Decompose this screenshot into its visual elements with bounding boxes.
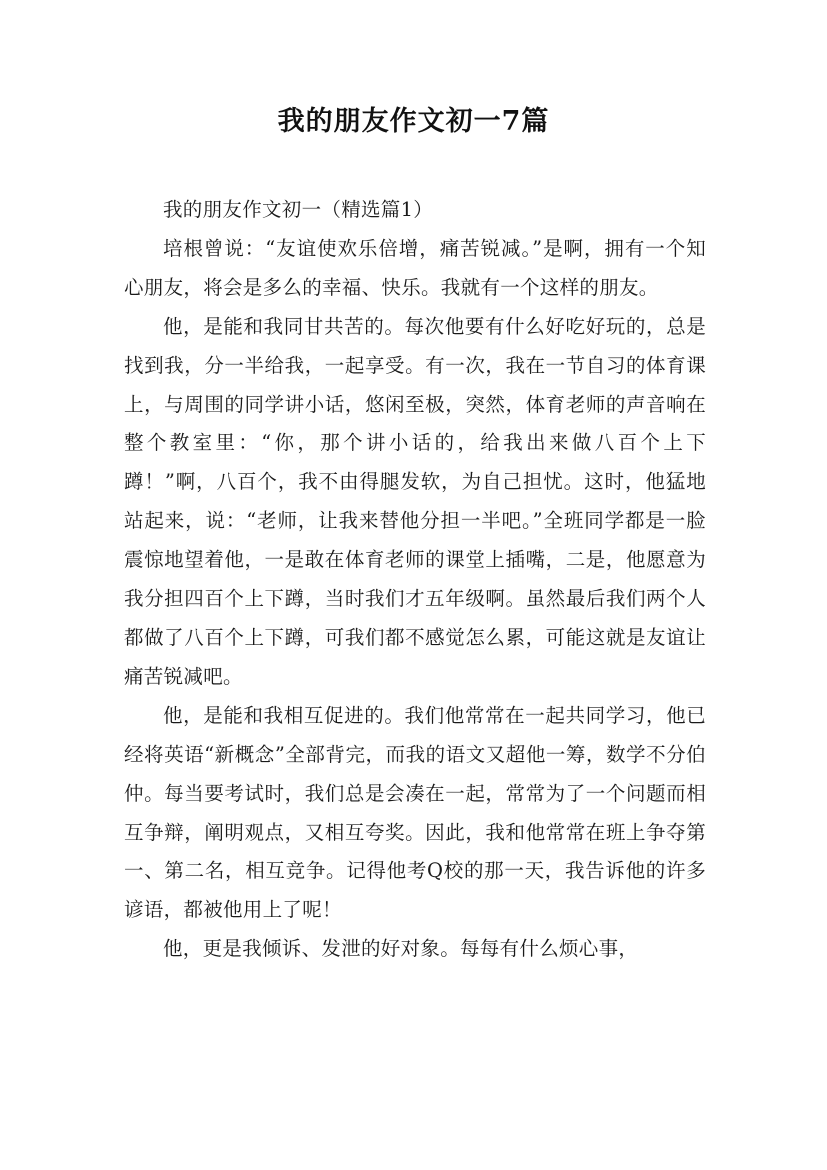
- document-body: [124, 191, 706, 969]
- section-heading: 我的朋友作文初一（精选篇1）: [163, 198, 434, 221]
- paragraph-2: 他，是能和我同甘共苦的。每次他要有什么好吃好玩的，总是找到我，分一半给我，一起享受。有一次，我在一节自习的体育课上，与周围的同学讲小话，悠闲至极，突然，体育老师的声音响在整个教室里：“你，那个讲小话的，给我出来做八百个上下蹲！”啊，八百个，我不由得腿发软，为自己担忧。这时，他猛地站起来，说：“老师，让我来替他分担一半吧。”全班同学都是一脸震惊地望着他，一是敢在体育老师的课堂上插嘴，二是，他愿意为我分担四百个上下蹲，当时我们才五年级啊。虽然最后我们两个人都做了八百个上下蹲，可我们都不感觉怎么累，可能这就是友谊让痛苦锐减吧。: [124, 314, 706, 688]
- document-title: 我的朋友作文初一7篇: [277, 106, 550, 137]
- paragraph-3: 他，是能和我相互促进的。我们他常常在一起共同学习，他已经将英语“新概念”全部背完，而我的语文又超他一筹，数学不分伯仲。每当要考试时，我们总是会凑在一起，常常为了一个问题而相互争辩，阐明观点，又相互夸奖。因此，我和他常常在班上争夺第一、第二名，相互竞争。记得他考Q校的那一天，我告诉他的许多谚语，都被他用上了呢！: [124, 703, 706, 922]
- paragraph-1: 培根曾说：“友谊使欢乐倍增，痛苦锐减。”是啊，拥有一个知心朋友，将会是多么的幸福、快乐。我就有一个这样的朋友。: [124, 236, 706, 299]
- paragraph-4: 他，更是我倾诉、发泄的好对象。每每有什么烦心事，: [163, 937, 639, 961]
